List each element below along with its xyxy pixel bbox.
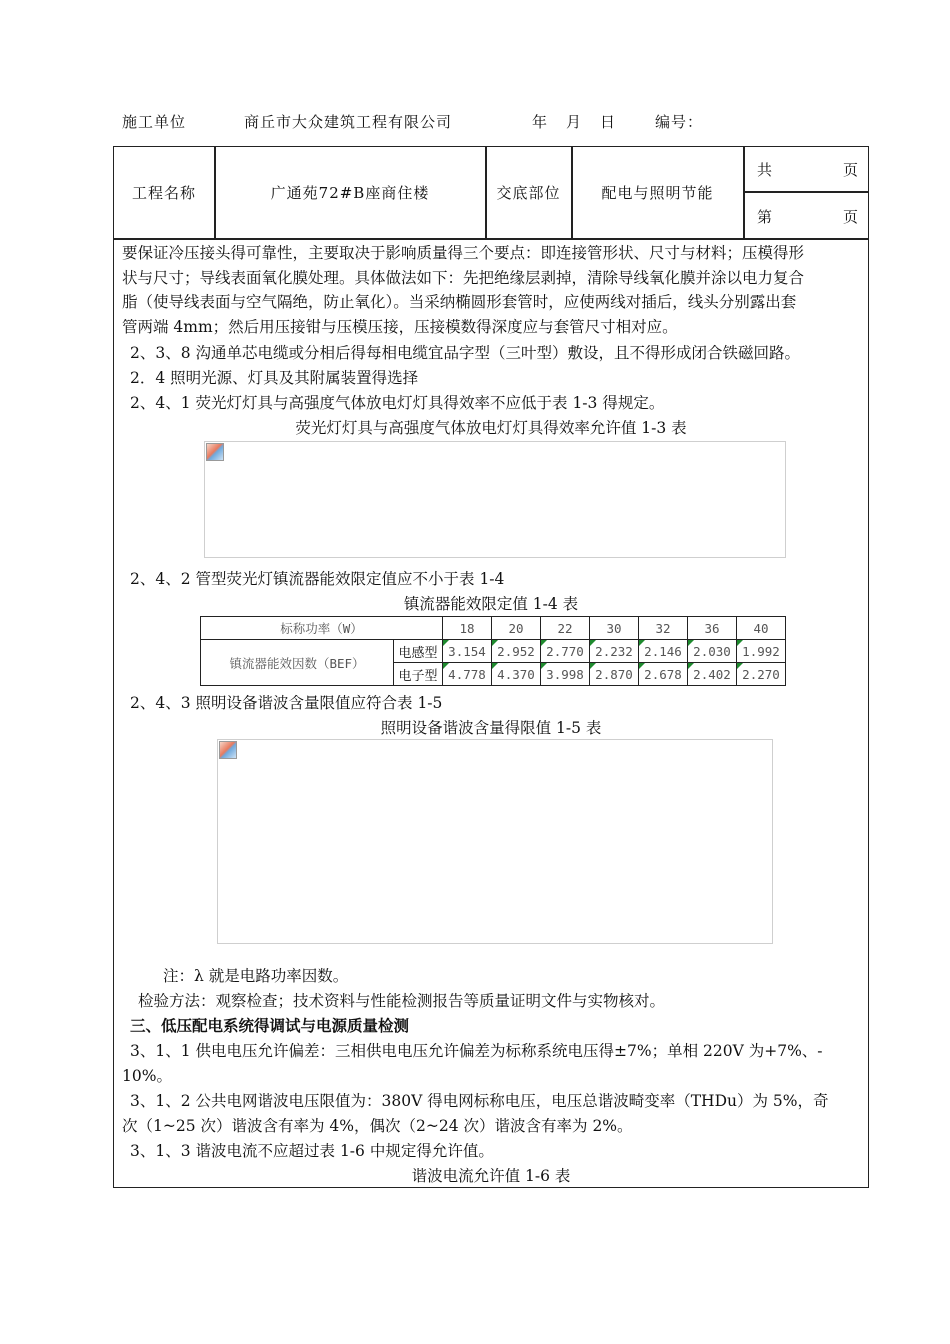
total-pages-label: 共 <box>757 161 773 179</box>
bef-cell: 2.030 <box>688 640 737 663</box>
power-value: 32 <box>639 617 688 640</box>
power-value: 36 <box>688 617 737 640</box>
disclosure-part-value: 配电与照明节能 <box>601 183 714 202</box>
page-number-unit: 页 <box>843 208 859 226</box>
clause-3-1-2: 3、1、2 公共电网谐波电压限值为：380V 得电网标称电压，电压总谐波畸变率（THDu）为 5%，奇 <box>130 1092 829 1110</box>
clause-3-1-3: 3、1、3 谐波电流不应超过表 1-6 中规定得允许值。 <box>130 1142 494 1160</box>
crimp-joint-paragraph <box>122 241 862 339</box>
clause-2-3-8: 2、3、8 沟通单芯电缆或分相后得每相电缆宜品字型（三叶型）敷设，且不得形成闭合铁磁回路。 <box>130 344 801 362</box>
bef-cell: 2.952 <box>492 640 541 663</box>
paragraph-line: 管两端 4mm；然后用压接钳与压模压接，压接模数得深度应与套管尺寸相对应。 <box>122 317 678 336</box>
bef-cell: 2.870 <box>590 663 639 686</box>
bef-cell: 2.270 <box>737 663 786 686</box>
bef-cell: 4.778 <box>443 663 492 686</box>
table-1-4-caption: 镇流器能效限定值 1-4 表 <box>403 595 579 613</box>
clause-2-4-3: 2、4、3 照明设备谐波含量限值应符合表 1-5 <box>130 694 443 712</box>
ballast-efficiency-table <box>200 616 786 686</box>
bef-cell: 3.154 <box>443 640 492 663</box>
inspection-method: 检验方法：观察检查；技术资料与性能检测报告等质量证明文件与实物核对。 <box>138 992 666 1010</box>
clause-3-1-1: 3、1、1 供电电压允许偏差：三相供电电压允许偏差为标称系统电压得±7%；单相 220V 为+7%、- <box>130 1042 823 1060</box>
power-value: 20 <box>492 617 541 640</box>
project-name-label: 工程名称 <box>131 183 196 202</box>
paragraph-line: 脂（使导线表面与空气隔绝，防止氧化）。当采纳椭圆形套管时，应使两线对插后，线头分别露出套 <box>122 293 797 311</box>
project-name-value: 广通苑72#B座商住楼 <box>270 183 430 202</box>
bef-cell: 1.992 <box>737 640 786 663</box>
clause-2-4-heading: 2．4 照明光源、灯具及其附属装置得选择 <box>130 369 419 387</box>
disclosure-part-label: 交底部位 <box>496 183 561 202</box>
inductive-label: 电感型 <box>394 640 443 663</box>
power-value: 22 <box>541 617 590 640</box>
power-value: 40 <box>737 617 786 640</box>
month-label: 月 <box>566 113 583 131</box>
power-value: 30 <box>590 617 639 640</box>
title-row-divider <box>113 238 869 240</box>
bef-cell: 2.402 <box>688 663 737 686</box>
lambda-note: 注：λ 就是电路功率因数。 <box>163 967 349 985</box>
number-label: 编号： <box>655 113 704 131</box>
table-row <box>201 617 786 640</box>
bef-label: 镇流器能效因数（BEF） <box>201 640 394 686</box>
broken-image-icon <box>206 443 224 461</box>
bef-cell: 2.146 <box>639 640 688 663</box>
bef-cell: 3.998 <box>541 663 590 686</box>
electronic-label: 电子型 <box>394 663 443 686</box>
bef-cell: 2.232 <box>590 640 639 663</box>
bef-cell: 2.678 <box>639 663 688 686</box>
bef-cell: 4.370 <box>492 663 541 686</box>
day-label: 日 <box>600 113 617 131</box>
table-1-3-caption: 荧光灯灯具与高强度气体放电灯灯具得效率允许值 1-3 表 <box>295 419 687 437</box>
table-1-5-image <box>217 739 773 944</box>
bef-cell: 2.770 <box>541 640 590 663</box>
power-header: 标称功率（W） <box>201 617 443 640</box>
construction-unit-label: 施工单位 <box>122 113 187 131</box>
paragraph-line: 状与尺寸；导线表面氧化膜处理。具体做法如下：先把绝缘层剥掉，清除导线氧化膜并涂以电力复合 <box>122 268 805 287</box>
power-value: 18 <box>443 617 492 640</box>
year-label: 年 <box>532 113 549 131</box>
table-1-3-image <box>204 441 786 558</box>
section-3-heading: 三、低压配电系统得调试与电源质量检测 <box>130 1016 410 1035</box>
table-1-5-caption: 照明设备谐波含量得限值 1-5 表 <box>380 719 602 737</box>
clause-2-4-2: 2、4、2 管型荧光灯镇流器能效限定值应不小于表 1-4 <box>130 570 505 588</box>
page-cell-divider <box>743 191 869 193</box>
clause-2-4-1: 2、4、1 荧光灯灯具与高强度气体放电灯灯具得效率不应低于表 1-3 得规定。 <box>130 394 665 412</box>
total-pages-unit: 页 <box>843 161 859 179</box>
paragraph-line: 要保证冷压接头得可靠性，主要取决于影响质量得三个要点：即连接管形状、尺寸与材料；压模得形 <box>122 244 805 262</box>
broken-image-icon <box>219 741 237 759</box>
table-row <box>201 640 786 663</box>
page-number-label: 第 <box>757 208 773 226</box>
clause-3-1-2-cont: 次（1~25 次）谐波含有率为 4%，偶次（2~24 次）谐波含有率为 2%。 <box>122 1117 633 1135</box>
clause-3-1-1-cont: 10%。 <box>122 1067 172 1085</box>
table-1-6-caption: 谐波电流允许值 1-6 表 <box>411 1167 571 1185</box>
construction-unit-value: 商丘市大众建筑工程有限公司 <box>244 113 453 131</box>
